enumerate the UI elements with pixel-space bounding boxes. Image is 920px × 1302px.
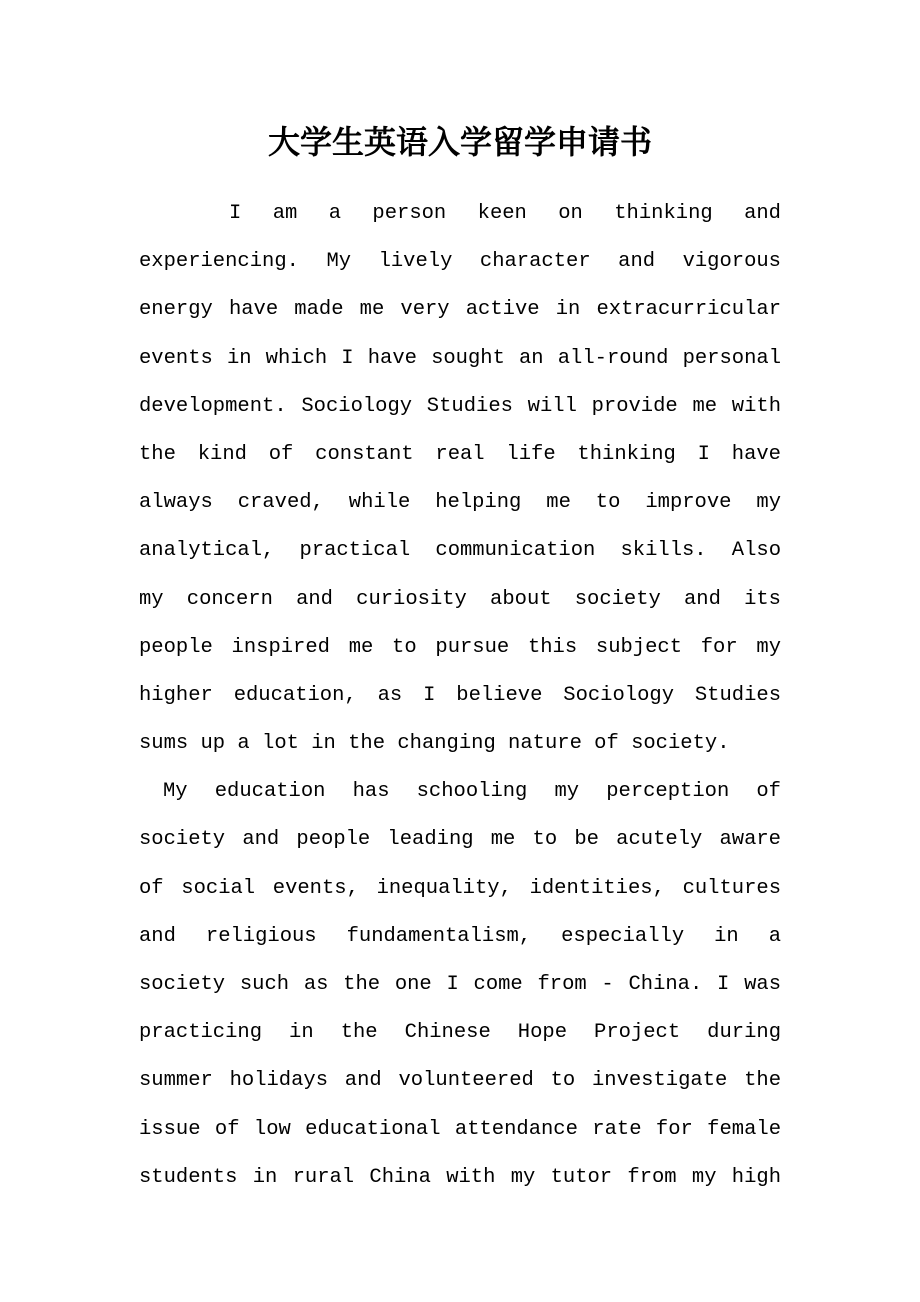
text-line: events in which I have sought an all-round personal: [139, 346, 781, 370]
text-line: and religious fundamentalism, especially in a: [139, 924, 781, 948]
text-line: energy have made me very active in extracurricular: [139, 298, 781, 322]
text-line: society and people leading me to be acutely aware: [139, 828, 781, 852]
text-line: society such as the one I come from - China. I was: [139, 973, 781, 996]
text-line: I am a person keen on thinking and: [229, 202, 781, 225]
text-line: experiencing. My lively character and vigorous: [139, 250, 781, 274]
paragraph-1: [139, 190, 781, 768]
paragraph-2: [139, 768, 781, 1202]
text-line: my concern and curiosity about society and its: [139, 587, 781, 611]
text-line: issue of low educational attendance rate for female: [139, 1117, 781, 1141]
text-line: practicing in the Chinese Hope Project during: [139, 1021, 781, 1045]
text-line: sums up a lot in the changing nature of society.: [139, 732, 730, 756]
text-line: My education has schooling my perception of: [163, 780, 781, 804]
text-line: people inspired me to pursue this subject for my: [139, 635, 781, 659]
text-line: the kind of constant real life thinking I have: [139, 442, 781, 466]
text-line: summer holidays and volunteered to investigate the: [139, 1069, 781, 1093]
text-line: analytical, practical communication skills. Also: [139, 539, 781, 563]
text-line: of social events, inequality, identities, cultures: [139, 876, 781, 900]
text-line: development. Sociology Studies will provide me with: [139, 394, 781, 418]
document-body: [139, 190, 781, 1202]
document-title: 大学生英语入学留学申请书: [267, 123, 652, 161]
text-line: always craved, while helping me to improve my: [139, 491, 781, 515]
text-line: students in rural China with my tutor from my high: [139, 1165, 781, 1189]
text-line: higher education, as I believe Sociology Studies: [139, 683, 781, 707]
